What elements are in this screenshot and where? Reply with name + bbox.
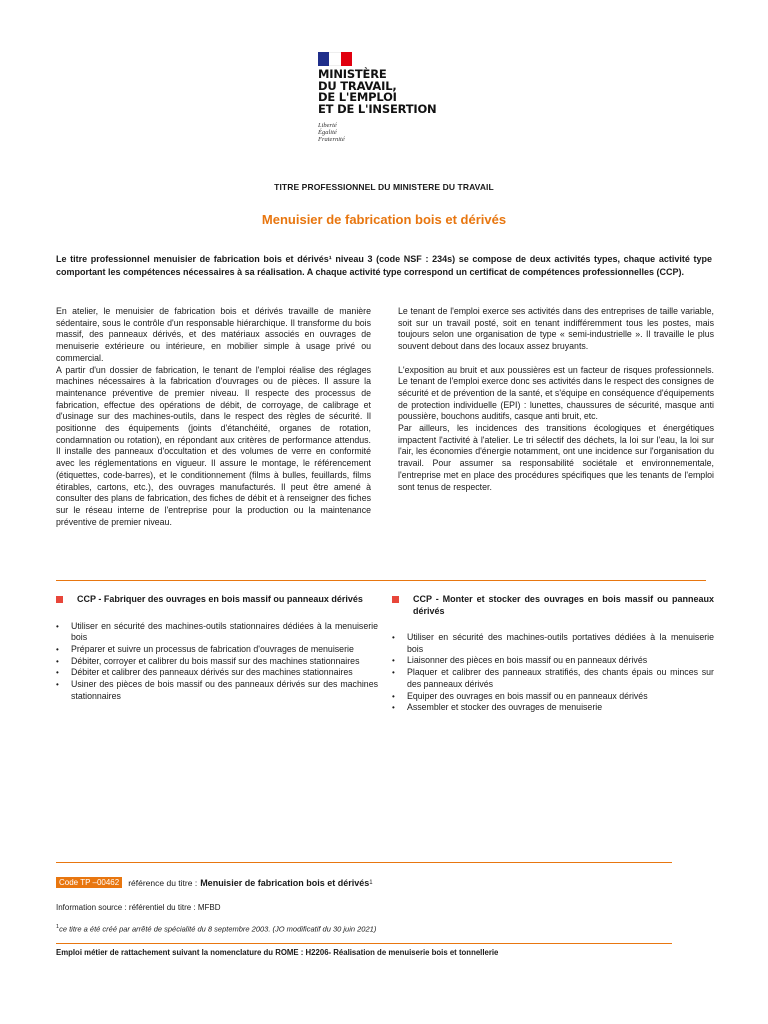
list-item-text: Liaisonner des pièces en bois massif ou en panneaux dérivés bbox=[407, 655, 648, 666]
ministry-line: DE L'EMPLOI bbox=[318, 90, 397, 104]
left-description-column bbox=[56, 306, 371, 528]
list-item-text: Plaquer et calibrer des panneaux stratifiés, des chants épais ou minces sur des panneaux dérivés bbox=[407, 667, 714, 689]
footnote-marker: 1 bbox=[369, 879, 373, 886]
title-reference bbox=[56, 877, 373, 888]
motto-line: Égalité bbox=[318, 129, 337, 136]
list-item-text: Equiper des ouvrages en bois massif ou en panneaux dérivés bbox=[407, 690, 648, 701]
bullet-icon: • bbox=[56, 656, 59, 666]
motto-line: Liberté bbox=[318, 122, 337, 129]
list-item-text: Usiner des pièces de bois massif ou des panneaux dérivés sur des machines stationnaires bbox=[71, 679, 378, 701]
divider bbox=[56, 580, 706, 581]
list-item-text: Utiliser en sécurité des machines-outils portatives dédiées à la menuiserie bois bbox=[407, 632, 714, 654]
information-source: Information source : référentiel du titre : MFBD bbox=[56, 903, 221, 912]
list-item-text: Débiter, corroyer et calibrer du bois massif sur des machines stationnaires bbox=[71, 655, 360, 666]
bullet-icon: • bbox=[392, 633, 395, 642]
list-item-text: Utiliser en sécurité des machines-outils stationnaires dédiées à la menuiserie bois bbox=[71, 620, 378, 643]
ccp-skill-list bbox=[392, 632, 714, 714]
footnote-marker: 1 bbox=[56, 924, 60, 930]
list-item bbox=[392, 691, 714, 703]
rome-reference: Emploi métier de rattachement suivant la nomenclature du ROME : H2206- Réalisation de menuiserie bois et tonnellerie bbox=[56, 948, 499, 957]
bullet-icon: • bbox=[392, 703, 395, 713]
ministry-name bbox=[318, 69, 448, 115]
document-title: Menuisier de fabrication bois et dérivés bbox=[261, 212, 507, 227]
republic-motto bbox=[318, 122, 448, 143]
description-paragraph: Le tenant de l'emploi exerce ses activités dans des entreprises de taille variable, soit sur un travail posté, soit en tenant indifféremment tous les postes, mais toujours selon une organisation de type « semi-industrielle ». Il travaille le plus souvent debout dans des locaux assez bruyants. bbox=[398, 306, 714, 352]
marianne-flag-icon bbox=[318, 52, 352, 66]
code-tp-badge: Code TP –00462 bbox=[56, 877, 122, 888]
list-item bbox=[392, 667, 714, 690]
list-item bbox=[56, 621, 378, 644]
ccp-block-fabriquer bbox=[56, 594, 378, 702]
list-item bbox=[392, 655, 714, 667]
list-item bbox=[392, 702, 714, 714]
red-square-icon bbox=[392, 596, 399, 603]
motto-line: Fraternité bbox=[318, 136, 345, 143]
ministry-line: ET DE L'INSERTION bbox=[318, 101, 437, 116]
reference-label: référence du titre : bbox=[128, 877, 198, 888]
bullet-icon: • bbox=[56, 680, 59, 690]
ministry-line: DU TRAVAIL, bbox=[318, 78, 397, 93]
bullet-icon: • bbox=[56, 644, 59, 654]
ccp-heading bbox=[56, 594, 378, 606]
ccp-skill-list bbox=[56, 621, 378, 703]
footnote-text: ce titre a été créé par arrêté de spécialité du 8 septembre 2003. (JO modificatif du 30 juin 2021) bbox=[59, 924, 377, 934]
list-item bbox=[56, 644, 378, 656]
ministry-logo bbox=[318, 52, 448, 143]
bullet-icon: • bbox=[392, 668, 395, 678]
list-item bbox=[56, 679, 378, 702]
ccp-heading bbox=[392, 594, 714, 617]
ccp-title: CCP - Monter et stocker des ouvrages en bois massif ou panneaux dérivés bbox=[413, 594, 714, 616]
intro-paragraph: Le titre professionnel menuisier de fabrication bois et dérivés¹ niveau 3 (code NSF : 234s) se compose de deux activités types, chaque activité type comportant les compétences nécessaires à sa réalisation. A chaque activité type correspond un certificat de compétences professionnelles (CCP). bbox=[56, 254, 712, 277]
list-item-text: Assembler et stocker des ouvrages de menuiserie bbox=[407, 702, 603, 713]
footnote bbox=[56, 924, 376, 934]
document-subtitle: TITRE PROFESSIONNEL DU MINISTERE DU TRAVAIL bbox=[274, 182, 494, 192]
list-item-text: Débiter et calibrer des panneaux dérivés sur des machines stationnaires bbox=[71, 667, 353, 678]
description-paragraph: En atelier, le menuisier de fabrication bois et dérivés travaille de manière sédentaire, sous le contrôle d'un responsable hiérarchique. Il transforme du bois massif, des panneaux dérivés, et des matériaux associés en ouvrages de menuiserie extérieure ou intérieure, en mobilier simple à usage privé ou commercial. bbox=[56, 306, 371, 363]
ministry-line: MINISTÈRE bbox=[318, 67, 387, 81]
list-item bbox=[56, 656, 378, 668]
reference-title: Menuisier de fabrication bois et dérivés bbox=[200, 877, 370, 888]
list-item bbox=[56, 667, 378, 679]
list-item bbox=[392, 632, 714, 655]
right-description-column bbox=[398, 306, 714, 493]
bullet-icon: • bbox=[56, 621, 59, 631]
ccp-block-monter bbox=[392, 594, 714, 714]
ccp-title: CCP - Fabriquer des ouvrages en bois massif ou panneaux dérivés bbox=[77, 594, 363, 604]
description-paragraph: L'exposition au bruit et aux poussières est un facteur de risques professionnels. Le tenant de l'emploi exerce donc ses activités dans le respect des consignes de sécurité et de prévention de la santé, et s'équipe en conséquence d'équipements de protection individuelle (EPI) : lunettes, chaussures de sécurité, masque anti poussière, bouchons auditifs, casque anti bruit, etc. bbox=[398, 364, 714, 422]
bullet-icon: • bbox=[392, 691, 395, 701]
description-paragraph: Par ailleurs, les incidences des transitions écologiques et énergétiques impactent l'activité à l'atelier. Le tri sélectif des déchets, la loi sur l'eau, la loi sur l'air, les économies d'énergie notamment, ont une incidence sur l'organisation du travail. Pour assumer sa responsabilité sociétale et environnementale, l'entreprise met en place des procédures spécifiques que les tenants de l'emploi sont tenus de respecter. bbox=[398, 423, 714, 492]
bullet-icon: • bbox=[392, 656, 395, 666]
divider bbox=[56, 943, 672, 944]
list-item-text: Préparer et suivre un processus de fabrication d'ouvrages de menuiserie bbox=[71, 643, 354, 654]
red-square-icon bbox=[56, 596, 63, 603]
bullet-icon: • bbox=[56, 668, 59, 678]
divider bbox=[56, 862, 672, 863]
description-paragraph: A partir d'un dossier de fabrication, le tenant de l'emploi réalise des réglages machines nécessaires à la fabrication d'ouvrages ou de pièces. Il assure la maintenance préventive de premier niveau. Il respecte des processus de fabrication, effectue des opérations de débit, de corroyage, de calibrage et d'usinage sur des machines-outils, dans le respect des règles de sécurité. Il positionne des équipements (joints d'étanchéité, organes de rotation, condamnation ou rotation), en répondant aux critères de performance attendus. Il installe des panneaux d'occultation et des volumes de verre en conformité avec les réglementations en vigueur. Il assure le montage, le référencement (étiquettes, code-barres), et le conditionnement (films à bulles, feuillards, films étirables, cartons, etc.), des ouvrages manufacturés. Il peut être amené à consulter des plans de fabrication, des fiches de débit et à renseigner des fiches sur le réseau interne de l'entreprise pour la production ou la maintenance préventive de premier niveau. bbox=[56, 364, 371, 527]
